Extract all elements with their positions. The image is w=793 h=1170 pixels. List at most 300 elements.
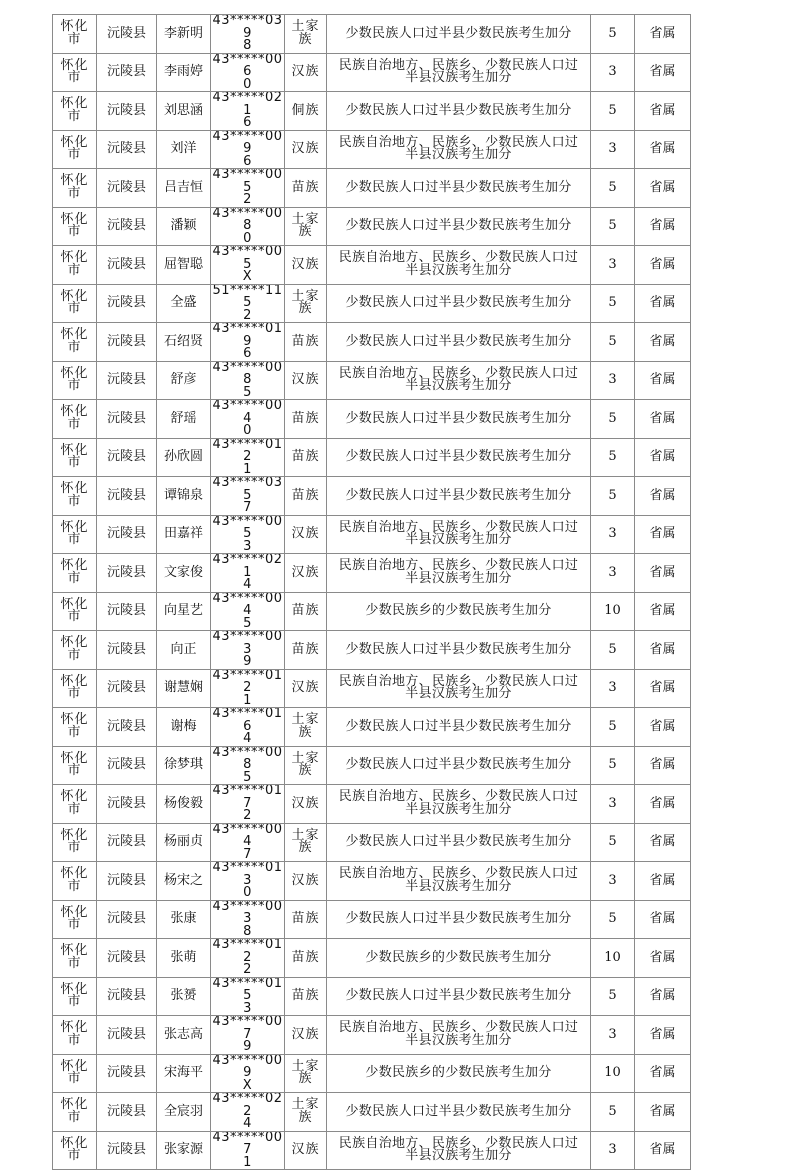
id-number-line2: 3 — [243, 1000, 252, 1016]
nationality-text: 汉族 — [291, 64, 320, 79]
table-row — [53, 284, 691, 323]
bonus-reason-text: 少数民族乡的少数民族考生加分 — [365, 949, 552, 965]
bonus-reason-text: 少数民族人口过半县少数民族考生加分 — [345, 449, 572, 464]
affiliation-cell: 省属 — [635, 92, 691, 131]
nationality-text: 土家族 — [291, 19, 320, 47]
city-cell — [53, 977, 97, 1016]
bonus-reason-cell — [327, 1131, 591, 1170]
id-number-line1: 43*****004 — [212, 823, 283, 849]
bonus-reason-cell — [327, 592, 591, 631]
affiliation-cell: 省属 — [635, 939, 691, 978]
id-number-line1: 43*****021 — [212, 91, 283, 118]
bonus-reason-text: 少数民族人口过半县少数民族考生加分 — [345, 179, 572, 195]
bonus-points-cell: 3 — [591, 53, 635, 92]
county-cell: 沅陵县 — [97, 1054, 157, 1093]
bonus-points-cell: 3 — [591, 515, 635, 554]
table-row — [53, 977, 691, 1016]
id-number-line2: X — [242, 1077, 253, 1093]
id-number-cell — [211, 900, 285, 939]
bonus-points-cell: 5 — [591, 746, 635, 785]
nationality-cell — [285, 785, 327, 824]
bonus-points-cell: 3 — [591, 554, 635, 593]
id-number-line1: 43*****017 — [212, 784, 283, 811]
nationality-cell — [285, 631, 327, 670]
bonus-reason-text: 少数民族人口过半县少数民族考生加分 — [345, 25, 572, 41]
name-cell: 谢梅 — [157, 708, 211, 747]
id-number-line1: 43*****009 — [212, 130, 283, 156]
id-number-line1: 43*****005 — [212, 245, 283, 272]
id-number-cell — [211, 169, 285, 208]
bonus-reason-text: 少数民族人口过半县少数民族考生加分 — [345, 1103, 572, 1119]
bonus-reason-cell — [327, 361, 591, 400]
bonus-points-cell: 3 — [591, 246, 635, 285]
table-row — [53, 823, 691, 862]
id-number-cell — [211, 708, 285, 747]
table-row — [53, 1016, 691, 1055]
id-number-line1: 43*****008 — [212, 746, 283, 772]
id-number-line2: 5 — [243, 384, 252, 400]
city-text: 怀化市 — [60, 981, 89, 1010]
id-number-cell — [211, 323, 285, 362]
city-cell — [53, 862, 97, 901]
affiliation-cell: 省属 — [635, 1131, 691, 1170]
city-text: 怀化市 — [60, 250, 89, 278]
name-cell: 全盛 — [157, 284, 211, 323]
name-cell: 谭锦泉 — [157, 477, 211, 516]
city-text: 怀化市 — [60, 904, 89, 933]
bonus-reason-text: 少数民族乡的少数民族考生加分 — [365, 1065, 552, 1080]
nationality-text: 苗族 — [291, 410, 320, 426]
nationality-text: 汉族 — [291, 872, 320, 888]
city-text: 怀化市 — [60, 365, 89, 394]
city-text: 怀化市 — [60, 789, 89, 817]
id-number-line2: 0 — [243, 76, 252, 92]
affiliation-cell: 省属 — [635, 669, 691, 708]
bonus-reason-text: 少数民族人口过半县少数民族考生加分 — [345, 757, 572, 772]
name-cell: 杨丽贞 — [157, 823, 211, 862]
nationality-cell — [285, 592, 327, 631]
affiliation-cell: 省属 — [635, 746, 691, 785]
table-row — [53, 53, 691, 92]
name-cell: 舒瑶 — [157, 400, 211, 439]
name-cell: 屈智聪 — [157, 246, 211, 285]
nationality-text: 汉族 — [291, 372, 320, 387]
city-text: 怀化市 — [60, 750, 89, 779]
bonus-reason-text: 少数民族乡的少数民族考生加分 — [365, 603, 552, 618]
id-number-line2: 2 — [243, 962, 252, 977]
name-cell: 张志高 — [157, 1016, 211, 1055]
affiliation-cell: 省属 — [635, 361, 691, 400]
nationality-cell — [285, 862, 327, 901]
table-row — [53, 746, 691, 785]
nationality-cell — [285, 708, 327, 747]
affiliation-cell: 省属 — [635, 15, 691, 54]
nationality-text: 苗族 — [291, 179, 320, 195]
id-number-line2: 6 — [243, 346, 252, 361]
nationality-cell — [285, 246, 327, 285]
city-text: 怀化市 — [60, 596, 89, 625]
bonus-reason-text: 民族自治地方、民族乡、少数民族人口过半县汉族考生加分 — [338, 558, 579, 586]
county-cell: 沅陵县 — [97, 207, 157, 246]
nationality-cell — [285, 823, 327, 862]
id-number-cell — [211, 1093, 285, 1132]
id-number-line1: 43*****005 — [212, 515, 283, 541]
bonus-reason-cell — [327, 246, 591, 285]
city-cell — [53, 53, 97, 92]
nationality-cell — [285, 438, 327, 477]
id-number-line1: 43*****007 — [212, 1015, 283, 1042]
name-cell: 杨俊毅 — [157, 785, 211, 824]
name-cell: 李新明 — [157, 15, 211, 54]
nationality-text: 汉族 — [291, 141, 320, 156]
id-number-line1: 43*****012 — [212, 669, 283, 695]
affiliation-cell: 省属 — [635, 823, 691, 862]
affiliation-cell: 省属 — [635, 284, 691, 323]
id-number-line1: 43*****008 — [212, 207, 283, 233]
id-number-cell — [211, 592, 285, 631]
bonus-reason-text: 少数民族人口过半县少数民族考生加分 — [345, 487, 572, 503]
bonus-points-cell: 3 — [591, 785, 635, 824]
affiliation-cell: 省属 — [635, 53, 691, 92]
nationality-cell — [285, 284, 327, 323]
affiliation-cell: 省属 — [635, 323, 691, 362]
bonus-points-cell: 3 — [591, 1016, 635, 1055]
table-row — [53, 207, 691, 246]
id-number-line1: 43*****005 — [212, 168, 283, 195]
nationality-text: 汉族 — [291, 795, 320, 811]
nationality-text: 汉族 — [291, 1142, 320, 1157]
county-cell: 沅陵县 — [97, 1093, 157, 1132]
bonus-reason-cell — [327, 900, 591, 939]
city-text: 怀化市 — [60, 19, 89, 47]
table-row — [53, 515, 691, 554]
name-cell: 向正 — [157, 631, 211, 670]
nationality-text: 土家族 — [291, 1097, 320, 1125]
bonus-points-cell: 10 — [591, 939, 635, 978]
city-cell — [53, 207, 97, 246]
nationality-cell — [285, 1054, 327, 1093]
city-cell — [53, 823, 97, 862]
city-text: 怀化市 — [60, 134, 89, 163]
id-number-cell — [211, 361, 285, 400]
nationality-cell — [285, 669, 327, 708]
id-number-line1: 43*****006 — [212, 53, 283, 79]
bonus-reason-text: 少数民族人口过半县少数民族考生加分 — [345, 988, 572, 1003]
table-row — [53, 130, 691, 169]
bonus-reason-text: 少数民族人口过半县少数民族考生加分 — [345, 102, 572, 118]
city-cell — [53, 939, 97, 978]
bonus-reason-text: 少数民族人口过半县少数民族考生加分 — [345, 718, 572, 734]
id-number-cell — [211, 862, 285, 901]
id-number-line1: 43*****008 — [212, 361, 283, 387]
county-cell: 沅陵县 — [97, 977, 157, 1016]
bonus-reason-cell — [327, 669, 591, 708]
name-cell: 石绍贤 — [157, 323, 211, 362]
county-cell: 沅陵县 — [97, 554, 157, 593]
city-text: 怀化市 — [60, 673, 89, 702]
county-cell: 沅陵县 — [97, 323, 157, 362]
table-row — [53, 785, 691, 824]
bonus-points-cell: 5 — [591, 400, 635, 439]
county-cell: 沅陵县 — [97, 900, 157, 939]
bonus-reason-cell — [327, 438, 591, 477]
nationality-cell — [285, 477, 327, 516]
affiliation-cell: 省属 — [635, 592, 691, 631]
id-number-line1: 43*****039 — [212, 14, 283, 41]
bonus-reason-cell — [327, 823, 591, 862]
affiliation-cell: 省属 — [635, 554, 691, 593]
id-number-line2: 2 — [243, 192, 252, 207]
id-number-line2: 8 — [243, 923, 252, 939]
name-cell: 舒彦 — [157, 361, 211, 400]
affiliation-cell: 省属 — [635, 130, 691, 169]
city-text: 怀化市 — [60, 866, 89, 894]
table-row — [53, 438, 691, 477]
city-cell — [53, 169, 97, 208]
nationality-cell — [285, 1131, 327, 1170]
nationality-text: 苗族 — [291, 487, 320, 503]
bonus-reason-text: 民族自治地方、民族乡、少数民族人口过半县汉族考生加分 — [338, 1135, 579, 1164]
nationality-cell — [285, 92, 327, 131]
county-cell: 沅陵县 — [97, 53, 157, 92]
id-number-line2: 7 — [243, 846, 252, 862]
city-text: 怀化市 — [60, 57, 89, 86]
county-cell: 沅陵县 — [97, 246, 157, 285]
id-number-line1: 51*****115 — [212, 284, 283, 310]
id-number-line2: 2 — [243, 307, 252, 323]
affiliation-cell: 省属 — [635, 1054, 691, 1093]
nationality-text: 苗族 — [291, 603, 320, 618]
bonus-reason-cell — [327, 746, 591, 785]
bonus-reason-text: 少数民族人口过半县少数民族考生加分 — [345, 834, 572, 849]
city-text: 怀化市 — [60, 211, 89, 240]
county-cell: 沅陵县 — [97, 631, 157, 670]
nationality-cell — [285, 1016, 327, 1055]
name-cell: 文家俊 — [157, 554, 211, 593]
id-number-cell — [211, 284, 285, 323]
county-cell: 沅陵县 — [97, 592, 157, 631]
nationality-text: 土家族 — [291, 211, 320, 240]
city-cell — [53, 785, 97, 824]
name-cell: 刘洋 — [157, 130, 211, 169]
table-body — [53, 15, 691, 1170]
city-cell — [53, 1016, 97, 1055]
nationality-cell — [285, 900, 327, 939]
id-number-line2: 3 — [243, 538, 252, 554]
bonus-reason-text: 民族自治地方、民族乡、少数民族人口过半县汉族考生加分 — [338, 1020, 579, 1048]
table-row — [53, 323, 691, 362]
name-cell: 全宸羽 — [157, 1093, 211, 1132]
bonus-points-cell: 5 — [591, 284, 635, 323]
id-number-cell — [211, 246, 285, 285]
id-number-cell — [211, 515, 285, 554]
city-cell — [53, 708, 97, 747]
affiliation-cell: 省属 — [635, 515, 691, 554]
nationality-text: 苗族 — [291, 988, 320, 1003]
affiliation-cell: 省属 — [635, 862, 691, 901]
city-cell — [53, 92, 97, 131]
bonus-points-cell: 5 — [591, 92, 635, 131]
id-number-cell — [211, 785, 285, 824]
id-number-cell — [211, 1131, 285, 1170]
bonus-reason-cell — [327, 1054, 591, 1093]
id-number-line1: 43*****007 — [212, 1131, 283, 1157]
table-row — [53, 1093, 691, 1132]
name-cell: 宋海平 — [157, 1054, 211, 1093]
city-text: 怀化市 — [60, 558, 89, 586]
bonus-reason-cell — [327, 708, 591, 747]
bonus-reason-cell — [327, 862, 591, 901]
id-number-line2: X — [242, 269, 253, 284]
county-cell: 沅陵县 — [97, 1131, 157, 1170]
table-row — [53, 631, 691, 670]
city-cell — [53, 900, 97, 939]
city-cell — [53, 669, 97, 708]
nationality-cell — [285, 53, 327, 92]
bonus-reason-cell — [327, 400, 591, 439]
bonus-points-cell: 5 — [591, 977, 635, 1016]
id-number-line1: 43*****019 — [212, 322, 283, 349]
city-cell — [53, 477, 97, 516]
id-number-cell — [211, 977, 285, 1016]
name-cell: 张家源 — [157, 1131, 211, 1170]
bonus-reason-text: 民族自治地方、民族乡、少数民族人口过半县汉族考生加分 — [338, 365, 579, 394]
table-row — [53, 1054, 691, 1093]
table-row — [53, 592, 691, 631]
bonus-reason-text: 少数民族人口过半县少数民族考生加分 — [345, 218, 572, 233]
bonus-reason-text: 少数民族人口过半县少数民族考生加分 — [345, 410, 572, 426]
id-number-line2: 1 — [243, 692, 252, 708]
id-number-line1: 43*****021 — [212, 553, 283, 580]
name-cell: 田嘉祥 — [157, 515, 211, 554]
name-cell: 潘颖 — [157, 207, 211, 246]
bonus-reason-cell — [327, 477, 591, 516]
table-row — [53, 1131, 691, 1170]
id-number-cell — [211, 669, 285, 708]
bonus-reason-cell — [327, 323, 591, 362]
county-cell: 沅陵县 — [97, 1016, 157, 1055]
id-number-cell — [211, 1054, 285, 1093]
id-number-line2: 5 — [243, 769, 252, 785]
bonus-points-cell: 5 — [591, 477, 635, 516]
id-number-cell — [211, 130, 285, 169]
id-number-line1: 43*****003 — [212, 630, 283, 657]
bonus-reason-cell — [327, 785, 591, 824]
bonus-reason-cell — [327, 977, 591, 1016]
nationality-cell — [285, 361, 327, 400]
bonus-points-cell: 3 — [591, 130, 635, 169]
county-cell: 沅陵县 — [97, 92, 157, 131]
id-number-line2: 4 — [243, 577, 252, 592]
bonus-reason-cell — [327, 92, 591, 131]
id-number-cell — [211, 15, 285, 54]
city-text: 怀化市 — [60, 173, 89, 201]
nationality-cell — [285, 169, 327, 208]
id-number-line2: 8 — [243, 38, 252, 53]
bonus-reason-text: 少数民族人口过半县少数民族考生加分 — [345, 333, 572, 349]
id-number-cell — [211, 207, 285, 246]
bonus-reason-cell — [327, 515, 591, 554]
county-cell: 沅陵县 — [97, 361, 157, 400]
bonus-points-cell: 10 — [591, 1054, 635, 1093]
nationality-cell — [285, 15, 327, 54]
bonus-reason-text: 民族自治地方、民族乡、少数民族人口过半县汉族考生加分 — [338, 250, 579, 278]
county-cell: 沅陵县 — [97, 785, 157, 824]
city-text: 怀化市 — [60, 1020, 89, 1048]
id-number-cell — [211, 554, 285, 593]
id-number-cell — [211, 53, 285, 92]
name-cell: 徐梦琪 — [157, 746, 211, 785]
city-text: 怀化市 — [60, 481, 89, 509]
id-number-line2: 0 — [243, 423, 252, 438]
table-row — [53, 939, 691, 978]
city-cell — [53, 1054, 97, 1093]
county-cell: 沅陵县 — [97, 438, 157, 477]
id-number-cell — [211, 939, 285, 978]
id-number-cell — [211, 438, 285, 477]
county-cell: 沅陵县 — [97, 169, 157, 208]
id-number-line1: 43*****012 — [212, 438, 283, 464]
bonus-reason-text: 民族自治地方、民族乡、少数民族人口过半县汉族考生加分 — [338, 789, 579, 817]
bonus-reason-cell — [327, 631, 591, 670]
bonus-points-cell: 5 — [591, 1093, 635, 1132]
name-cell: 向星艺 — [157, 592, 211, 631]
bonus-points-cell: 5 — [591, 900, 635, 939]
nationality-cell — [285, 554, 327, 593]
county-cell: 沅陵县 — [97, 708, 157, 747]
id-number-cell — [211, 746, 285, 785]
affiliation-cell: 省属 — [635, 400, 691, 439]
county-cell: 沅陵县 — [97, 130, 157, 169]
id-number-line1: 43*****015 — [212, 977, 283, 1003]
city-text: 怀化市 — [60, 1097, 89, 1125]
bonus-reason-cell — [327, 554, 591, 593]
nationality-cell — [285, 130, 327, 169]
county-cell: 沅陵县 — [97, 669, 157, 708]
id-number-line1: 43*****016 — [212, 707, 283, 734]
nationality-text: 汉族 — [291, 564, 320, 580]
affiliation-cell: 省属 — [635, 169, 691, 208]
name-cell: 孙欣圆 — [157, 438, 211, 477]
county-cell: 沅陵县 — [97, 15, 157, 54]
id-number-line1: 43*****035 — [212, 476, 283, 503]
county-cell: 沅陵县 — [97, 746, 157, 785]
bonus-points-cell: 10 — [591, 592, 635, 631]
bonus-reason-cell — [327, 53, 591, 92]
nationality-text: 土家族 — [291, 750, 320, 779]
nationality-text: 土家族 — [291, 827, 320, 856]
nationality-cell — [285, 323, 327, 362]
city-cell — [53, 15, 97, 54]
id-number-line2: 9 — [243, 1039, 252, 1054]
bonus-reason-cell — [327, 15, 591, 54]
city-text: 怀化市 — [60, 404, 89, 432]
nationality-text: 苗族 — [291, 911, 320, 926]
id-number-line2: 9 — [243, 654, 252, 669]
city-text: 怀化市 — [60, 96, 89, 124]
nationality-text: 苗族 — [291, 641, 320, 657]
name-cell: 李雨婷 — [157, 53, 211, 92]
nationality-text: 汉族 — [291, 1026, 320, 1042]
id-number-line2: 7 — [243, 500, 252, 515]
city-cell — [53, 554, 97, 593]
table-row — [53, 361, 691, 400]
affiliation-cell: 省属 — [635, 977, 691, 1016]
affiliation-cell: 省属 — [635, 708, 691, 747]
affiliation-cell: 省属 — [635, 1093, 691, 1132]
city-text: 怀化市 — [60, 635, 89, 663]
nationality-text: 汉族 — [291, 680, 320, 695]
